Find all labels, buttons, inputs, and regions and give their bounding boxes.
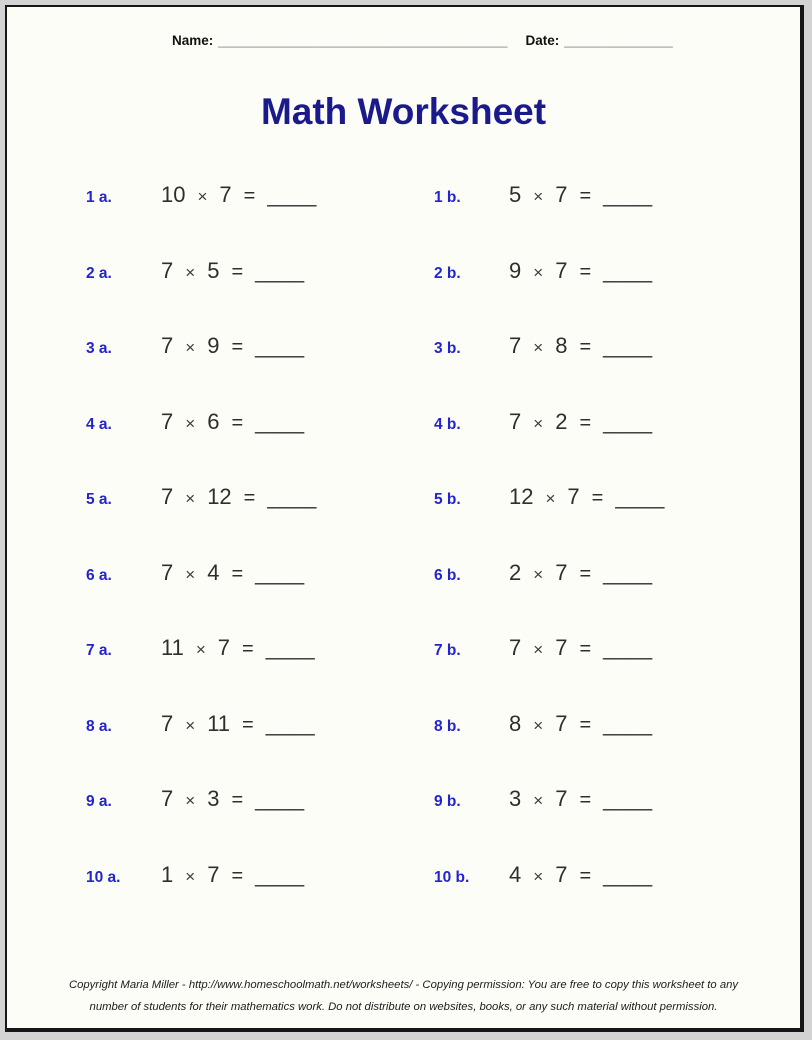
- equals-sign: =: [231, 864, 244, 887]
- problem-number: 4 a.: [86, 415, 112, 433]
- answer-blank: ____: [255, 786, 305, 811]
- problem-expression: [161, 635, 315, 661]
- factor-1: 7: [161, 786, 174, 811]
- copyright-line-1: Copyright Maria Miller - http://www.homeschoolmath.net/worksheets/ - Copying permission: You are free to copy this worksheet to any: [68, 978, 739, 991]
- problem-cell: [86, 182, 434, 258]
- problem-cell: [434, 862, 800, 938]
- problem-cell: [86, 711, 434, 787]
- multiply-icon: ×: [185, 791, 196, 810]
- equals-sign: =: [579, 411, 592, 434]
- problem-cell: [86, 409, 434, 485]
- factor-2: 5: [207, 257, 220, 283]
- factor-2: 7: [555, 257, 568, 283]
- problem-number: 6 a.: [86, 566, 112, 584]
- factor-2: 7: [567, 484, 580, 509]
- factor-2: 7: [219, 182, 232, 207]
- factor-2: 7: [217, 635, 231, 660]
- answer-blank: ____: [603, 408, 653, 434]
- multiply-icon: ×: [533, 791, 544, 810]
- factor-2: 12: [207, 484, 232, 509]
- factor-2: 8: [555, 333, 568, 358]
- problem-number: 2 b.: [434, 264, 461, 282]
- problem-expression: [161, 560, 304, 586]
- equals-sign: =: [579, 789, 592, 811]
- factor-2: 7: [555, 710, 568, 736]
- page-title: Math Worksheet: [260, 91, 547, 132]
- answer-blank: ____: [603, 786, 653, 811]
- problem-cell: [86, 786, 434, 862]
- problem-cell: [86, 560, 434, 636]
- problem-expression: [509, 484, 664, 510]
- factor-1: 7: [509, 635, 522, 660]
- problem-expression: [509, 182, 652, 208]
- answer-blank: ____: [615, 484, 665, 509]
- problem-expression: [509, 333, 652, 359]
- problem-cell: [86, 484, 434, 560]
- problem-expression: [161, 484, 316, 510]
- factor-2: 7: [555, 182, 568, 207]
- problem-number: 1 a.: [86, 189, 112, 206]
- answer-blank: ____: [603, 182, 653, 207]
- answer-blank: ____: [603, 559, 653, 585]
- problem-number: 10 a.: [86, 868, 121, 886]
- problem-expression: [161, 182, 316, 208]
- multiply-icon: ×: [185, 564, 196, 584]
- answer-blank: ____: [255, 333, 305, 358]
- factor-1: 7: [161, 484, 174, 509]
- equals-sign: =: [231, 789, 244, 811]
- factor-1: 7: [509, 408, 522, 434]
- date-label: Date:: [525, 33, 560, 48]
- problem-number: 9 a.: [86, 793, 112, 810]
- factor-2: 11: [207, 710, 231, 736]
- problem-cell: [434, 635, 800, 711]
- problem-expression: [509, 258, 652, 284]
- problem-number: 10 b.: [434, 868, 470, 886]
- equals-sign: =: [579, 336, 592, 358]
- factor-2: 7: [555, 635, 568, 660]
- multiply-icon: ×: [533, 866, 544, 886]
- factor-2: 7: [555, 786, 568, 811]
- problem-expression: [509, 862, 652, 888]
- equals-sign: =: [231, 336, 244, 358]
- equals-sign: =: [243, 185, 256, 207]
- factor-2: 7: [555, 559, 568, 585]
- equals-sign: =: [579, 864, 592, 887]
- problem-cell: [86, 862, 434, 938]
- problems-grid: [7, 182, 800, 937]
- problem-cell: [434, 409, 800, 485]
- problem-number: 8 a.: [86, 717, 112, 735]
- problem-cell: [434, 786, 800, 862]
- date-fill-line: _______________: [564, 33, 673, 48]
- equals-sign: =: [579, 185, 592, 207]
- factor-1: 7: [161, 559, 174, 585]
- problem-expression: [509, 409, 652, 435]
- problem-expression: [161, 862, 304, 888]
- equals-sign: =: [591, 487, 604, 509]
- factor-1: 7: [161, 333, 174, 358]
- answer-blank: ____: [255, 861, 305, 887]
- multiply-icon: ×: [533, 564, 544, 584]
- answer-blank: ____: [603, 710, 653, 736]
- multiply-icon: ×: [185, 262, 196, 282]
- factor-1: 11: [161, 635, 184, 660]
- problem-expression: [509, 711, 652, 737]
- factor-1: 7: [161, 408, 174, 434]
- factor-2: 9: [207, 333, 220, 358]
- factor-2: 7: [207, 861, 220, 887]
- answer-blank: ____: [603, 257, 653, 283]
- answer-blank: ____: [265, 635, 315, 660]
- answer-blank: ____: [603, 861, 653, 887]
- problem-number: 5 b.: [434, 491, 461, 508]
- answer-blank: ____: [603, 333, 653, 358]
- problem-number: 7 a.: [86, 642, 112, 659]
- answer-blank: ____: [267, 484, 317, 509]
- problem-expression: [161, 786, 304, 812]
- multiply-icon: ×: [533, 338, 544, 357]
- answer-blank: ____: [255, 408, 305, 434]
- problem-cell: [86, 635, 434, 711]
- problem-cell: [434, 182, 800, 258]
- equals-sign: =: [579, 562, 592, 585]
- problem-number: 7 b.: [434, 642, 461, 659]
- factor-2: 4: [207, 559, 220, 585]
- equals-sign: =: [242, 713, 254, 736]
- factor-1: 5: [509, 182, 522, 207]
- problem-cell: [434, 484, 800, 560]
- problem-number: 4 b.: [434, 415, 461, 433]
- name-label: Name:: [172, 33, 214, 48]
- copyright-line-2: number of students for their mathematics work. Do not distribute on websites, books, or any such material without permission.: [89, 1000, 718, 1013]
- problem-number: 3 b.: [434, 340, 461, 357]
- problem-number: 5 a.: [86, 491, 112, 508]
- problem-expression: [161, 333, 304, 359]
- multiply-icon: ×: [197, 187, 208, 206]
- multiply-icon: ×: [195, 640, 206, 659]
- multiply-icon: ×: [533, 262, 544, 282]
- multiply-icon: ×: [533, 187, 544, 206]
- multiply-icon: ×: [533, 413, 544, 433]
- answer-blank: ____: [265, 710, 315, 736]
- copyright-footer: [7, 974, 800, 1018]
- factor-1: 7: [161, 257, 174, 283]
- factor-2: 6: [207, 408, 220, 434]
- factor-1: 9: [509, 257, 522, 283]
- equals-sign: =: [243, 487, 256, 509]
- problem-expression: [509, 635, 652, 661]
- equals-sign: =: [579, 260, 592, 283]
- factor-1: 1: [161, 861, 174, 887]
- problem-number: 8 b.: [434, 717, 461, 735]
- equals-sign: =: [579, 638, 592, 660]
- problem-expression: [161, 409, 304, 435]
- equals-sign: =: [231, 562, 244, 585]
- equals-sign: =: [231, 411, 244, 434]
- answer-blank: ____: [255, 257, 305, 283]
- multiply-icon: ×: [533, 640, 544, 659]
- problem-number: 9 b.: [434, 793, 461, 810]
- multiply-icon: ×: [185, 866, 196, 886]
- equals-sign: =: [231, 260, 244, 283]
- equals-sign: =: [242, 638, 254, 660]
- factor-1: 8: [509, 710, 522, 736]
- factor-1: 2: [509, 559, 522, 585]
- problem-cell: [434, 258, 800, 334]
- problem-number: 1 b.: [434, 189, 461, 206]
- answer-blank: ____: [267, 182, 317, 207]
- multiply-icon: ×: [185, 715, 196, 735]
- problem-cell: [86, 333, 434, 409]
- problem-expression: [161, 711, 315, 737]
- factor-1: 4: [509, 861, 522, 887]
- problem-expression: [161, 258, 304, 284]
- multiply-icon: ×: [533, 715, 544, 735]
- multiply-icon: ×: [545, 489, 556, 508]
- factor-2: 7: [555, 861, 568, 887]
- name-fill-line: ________________________________________: [218, 33, 508, 48]
- problem-cell: [434, 560, 800, 636]
- worksheet-page: [5, 5, 804, 1032]
- multiply-icon: ×: [185, 489, 196, 508]
- factor-2: 3: [207, 786, 220, 811]
- problem-expression: [509, 560, 652, 586]
- factor-1: 3: [509, 786, 522, 811]
- answer-blank: ____: [255, 559, 305, 585]
- problem-number: 3 a.: [86, 340, 112, 357]
- name-date-header: [7, 33, 800, 48]
- factor-2: 2: [555, 408, 568, 434]
- equals-sign: =: [579, 713, 592, 736]
- problem-number: 2 a.: [86, 264, 112, 282]
- factor-1: 12: [509, 484, 534, 509]
- problem-cell: [434, 711, 800, 787]
- problem-expression: [509, 786, 652, 812]
- multiply-icon: ×: [185, 413, 196, 433]
- answer-blank: ____: [603, 635, 653, 660]
- factor-1: 7: [509, 333, 522, 358]
- multiply-icon: ×: [185, 338, 196, 357]
- factor-1: 10: [161, 182, 186, 207]
- factor-1: 7: [161, 710, 174, 736]
- problem-cell: [86, 258, 434, 334]
- problem-number: 6 b.: [434, 566, 461, 584]
- problem-cell: [434, 333, 800, 409]
